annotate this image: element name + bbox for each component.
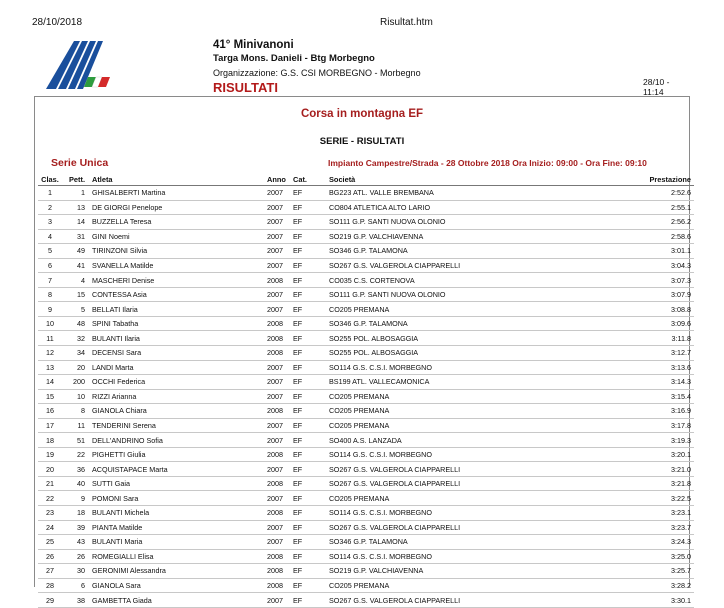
atleta-cell: GHISALBERTI Martina: [89, 186, 267, 201]
anno-cell: 2007: [267, 535, 293, 550]
atleta-cell: GIANOLA Sara: [89, 578, 267, 593]
atleta-cell: DE GIORGI Penelope: [89, 200, 267, 215]
table-row: [38, 564, 694, 579]
anno-cell: 2007: [267, 433, 293, 448]
atleta-cell: BUZZELLA Teresa: [89, 215, 267, 230]
clas-cell: 20: [38, 462, 62, 477]
clas-cell: 9: [38, 302, 62, 317]
atleta-cell: SVANELLA Matilde: [89, 258, 267, 273]
table-row: [38, 491, 694, 506]
clas-cell: 15: [38, 389, 62, 404]
societa-cell: SO114 G.S. C.S.I. MORBEGNO: [329, 549, 554, 564]
pett-cell: 43: [62, 535, 89, 550]
anno-cell: 2007: [267, 287, 293, 302]
event-header: [213, 39, 421, 78]
anno-cell: 2007: [267, 258, 293, 273]
prestazione-cell: 3:14.3: [554, 375, 694, 390]
pett-cell: 8: [62, 404, 89, 419]
cat-cell: EF: [293, 287, 329, 302]
table-row: [38, 186, 694, 201]
societa-cell: SO346 G.P. TALAMONA: [329, 316, 554, 331]
pett-cell: 34: [62, 346, 89, 361]
atleta-cell: LANDI Marta: [89, 360, 267, 375]
clas-cell: 14: [38, 375, 62, 390]
print-header: [0, 17, 724, 31]
atleta-cell: BULANTI Ilaria: [89, 331, 267, 346]
prestazione-cell: 3:25.7: [554, 564, 694, 579]
societa-cell: SO267 G.S. VALGEROLA CIAPPARELLI: [329, 462, 554, 477]
atleta-cell: PIANTA Matilde: [89, 520, 267, 535]
pett-cell: 1: [62, 186, 89, 201]
societa-cell: SO114 G.S. C.S.I. MORBEGNO: [329, 447, 554, 462]
societa-cell: CO205 PREMANA: [329, 302, 554, 317]
table-row: [38, 535, 694, 550]
pett-cell: 20: [62, 360, 89, 375]
atleta-cell: OCCHI Federica: [89, 375, 267, 390]
results-body: [38, 186, 694, 608]
pett-cell: 15: [62, 287, 89, 302]
table-row: [38, 215, 694, 230]
table-row: [38, 200, 694, 215]
header-prestazione: Prestazione: [554, 173, 694, 186]
pett-cell: 22: [62, 447, 89, 462]
table-row: [38, 360, 694, 375]
anno-cell: 2007: [267, 375, 293, 390]
print-time-short: 11:14: [643, 87, 664, 97]
cat-cell: EF: [293, 476, 329, 491]
anno-cell: 2008: [267, 549, 293, 564]
atleta-cell: GAMBETTA Giada: [89, 593, 267, 608]
atleta-cell: GIANOLA Chiara: [89, 404, 267, 419]
table-row: [38, 447, 694, 462]
societa-cell: SO114 G.S. C.S.I. MORBEGNO: [329, 506, 554, 521]
anno-cell: 2008: [267, 273, 293, 288]
anno-cell: 2008: [267, 506, 293, 521]
prestazione-cell: 3:07.3: [554, 273, 694, 288]
header-anno: Anno: [267, 173, 293, 186]
cat-cell: EF: [293, 316, 329, 331]
clas-cell: 12: [38, 346, 62, 361]
prestazione-cell: 3:12.7: [554, 346, 694, 361]
prestazione-cell: 3:22.5: [554, 491, 694, 506]
cat-cell: EF: [293, 302, 329, 317]
pett-cell: 32: [62, 331, 89, 346]
header-clas: Clas.: [38, 173, 62, 186]
pett-cell: 13: [62, 200, 89, 215]
cat-cell: EF: [293, 578, 329, 593]
prestazione-cell: 2:52.6: [554, 186, 694, 201]
clas-cell: 11: [38, 331, 62, 346]
pett-cell: 10: [62, 389, 89, 404]
pett-cell: 6: [62, 578, 89, 593]
pett-cell: 48: [62, 316, 89, 331]
societa-cell: SO267 G.S. VALGEROLA CIAPPARELLI: [329, 476, 554, 491]
table-row: [38, 520, 694, 535]
cat-cell: EF: [293, 491, 329, 506]
atleta-cell: BULANTI Maria: [89, 535, 267, 550]
prestazione-cell: 3:17.8: [554, 418, 694, 433]
cat-cell: EF: [293, 593, 329, 608]
anno-cell: 2008: [267, 564, 293, 579]
atleta-cell: MASCHERI Denise: [89, 273, 267, 288]
atleta-cell: SPINI Tabatha: [89, 316, 267, 331]
table-row: [38, 316, 694, 331]
societa-cell: BS199 ATL. VALLECAMONICA: [329, 375, 554, 390]
societa-cell: CO205 PREMANA: [329, 389, 554, 404]
clas-cell: 29: [38, 593, 62, 608]
pett-cell: 51: [62, 433, 89, 448]
prestazione-cell: 3:08.8: [554, 302, 694, 317]
atleta-cell: ACQUISTAPACE Marta: [89, 462, 267, 477]
anno-cell: 2007: [267, 186, 293, 201]
anno-cell: 2008: [267, 316, 293, 331]
atleta-cell: TIRINZONI Silvia: [89, 244, 267, 259]
clas-cell: 2: [38, 200, 62, 215]
table-row: [38, 273, 694, 288]
prestazione-cell: 3:30.1: [554, 593, 694, 608]
impianto-info: Impianto Campestre/Strada - 28 Ottobre 2018 Ora Inizio: 09:00 - Ora Fine: 09:10: [328, 158, 647, 168]
prestazione-cell: 3:11.8: [554, 331, 694, 346]
table-row: [38, 462, 694, 477]
prestazione-cell: 3:04.3: [554, 258, 694, 273]
societa-cell: CO205 PREMANA: [329, 404, 554, 419]
clas-cell: 10: [38, 316, 62, 331]
anno-cell: 2007: [267, 520, 293, 535]
table-row: [38, 389, 694, 404]
societa-cell: SO111 G.P. SANTI NUOVA OLONIO: [329, 287, 554, 302]
fidal-logo-icon: [46, 37, 116, 91]
atleta-cell: BULANTI Michela: [89, 506, 267, 521]
atleta-cell: DELL'ANDRINO Sofia: [89, 433, 267, 448]
atleta-cell: BELLATI Ilaria: [89, 302, 267, 317]
societa-cell: SO114 G.S. C.S.I. MORBEGNO: [329, 360, 554, 375]
print-datetime: [643, 77, 683, 97]
societa-cell: CO205 PREMANA: [329, 578, 554, 593]
cat-cell: EF: [293, 389, 329, 404]
societa-cell: SO267 G.S. VALGEROLA CIAPPARELLI: [329, 258, 554, 273]
societa-cell: CO035 C.S. CORTENOVA: [329, 273, 554, 288]
societa-cell: SO111 G.P. SANTI NUOVA OLONIO: [329, 215, 554, 230]
clas-cell: 17: [38, 418, 62, 433]
societa-cell: SO219 G.P. VALCHIAVENNA: [329, 229, 554, 244]
clas-cell: 7: [38, 273, 62, 288]
societa-cell: SO267 G.S. VALGEROLA CIAPPARELLI: [329, 593, 554, 608]
societa-cell: CO205 PREMANA: [329, 418, 554, 433]
atleta-cell: DECENSI Sara: [89, 346, 267, 361]
print-date: 28/10/2018: [32, 17, 83, 28]
clas-cell: 21: [38, 476, 62, 491]
prestazione-cell: 3:16.9: [554, 404, 694, 419]
clas-cell: 13: [38, 360, 62, 375]
header-societa: Società: [329, 173, 554, 186]
cat-cell: EF: [293, 433, 329, 448]
table-row: [38, 302, 694, 317]
atleta-cell: ROMEGIALLI Elisa: [89, 549, 267, 564]
pett-cell: 38: [62, 593, 89, 608]
atleta-cell: RIZZI Arianna: [89, 389, 267, 404]
atleta-cell: PIGHETTI Giulia: [89, 447, 267, 462]
atleta-cell: GERONIMI Alessandra: [89, 564, 267, 579]
clas-cell: 25: [38, 535, 62, 550]
table-row: [38, 244, 694, 259]
cat-cell: EF: [293, 506, 329, 521]
prestazione-cell: 3:15.4: [554, 389, 694, 404]
race-name: Corsa in montagna EF: [300, 108, 424, 120]
prestazione-cell: 3:24.3: [554, 535, 694, 550]
event-title: 41° Minivanoni: [213, 39, 294, 51]
table-row: [38, 404, 694, 419]
pett-cell: 49: [62, 244, 89, 259]
event-organization: Organizzazione: G.S. CSI MORBEGNO - Morbegno: [213, 68, 421, 78]
cat-cell: EF: [293, 360, 329, 375]
anno-cell: 2007: [267, 360, 293, 375]
cat-cell: EF: [293, 244, 329, 259]
event-subtitle: Targa Mons. Danieli - Btg Morbegno: [213, 53, 375, 64]
header-atleta: Atleta: [89, 173, 267, 186]
pett-cell: 39: [62, 520, 89, 535]
societa-cell: SO255 POL. ALBOSAGGIA: [329, 331, 554, 346]
societa-cell: BG223 ATL. VALLE BREMBANA: [329, 186, 554, 201]
header-cat: Cat.: [293, 173, 329, 186]
prestazione-cell: 3:07.9: [554, 287, 694, 302]
atleta-cell: CONTESSA Asia: [89, 287, 267, 302]
pett-cell: 36: [62, 462, 89, 477]
clas-cell: 4: [38, 229, 62, 244]
clas-cell: 23: [38, 506, 62, 521]
prestazione-cell: 3:09.6: [554, 316, 694, 331]
pett-cell: 11: [62, 418, 89, 433]
clas-cell: 8: [38, 287, 62, 302]
anno-cell: 2008: [267, 578, 293, 593]
pett-cell: 18: [62, 506, 89, 521]
clas-cell: 26: [38, 549, 62, 564]
anno-cell: 2007: [267, 593, 293, 608]
prestazione-cell: 3:21.0: [554, 462, 694, 477]
clas-cell: 5: [38, 244, 62, 259]
societa-cell: SO346 G.P. TALAMONA: [329, 535, 554, 550]
table-row: [38, 593, 694, 608]
cat-cell: EF: [293, 186, 329, 201]
anno-cell: 2007: [267, 389, 293, 404]
clas-cell: 28: [38, 578, 62, 593]
cat-cell: EF: [293, 520, 329, 535]
cat-cell: EF: [293, 229, 329, 244]
cat-cell: EF: [293, 549, 329, 564]
table-row: [38, 346, 694, 361]
atleta-cell: TENDERINI Serena: [89, 418, 267, 433]
societa-cell: SO267 G.S. VALGEROLA CIAPPARELLI: [329, 520, 554, 535]
pett-cell: 200: [62, 375, 89, 390]
anno-cell: 2007: [267, 200, 293, 215]
cat-cell: EF: [293, 564, 329, 579]
anno-cell: 2007: [267, 462, 293, 477]
prestazione-cell: 3:20.1: [554, 447, 694, 462]
prestazione-cell: 2:56.2: [554, 215, 694, 230]
anno-cell: 2007: [267, 491, 293, 506]
anno-cell: 2008: [267, 447, 293, 462]
societa-cell: SO400 A.S. LANZADA: [329, 433, 554, 448]
table-row: [38, 433, 694, 448]
clas-cell: 1: [38, 186, 62, 201]
clas-cell: 27: [38, 564, 62, 579]
table-row: [38, 549, 694, 564]
societa-cell: SO255 POL. ALBOSAGGIA: [329, 346, 554, 361]
cat-cell: EF: [293, 346, 329, 361]
print-date-short: 28/10 -: [643, 77, 670, 87]
pett-cell: 31: [62, 229, 89, 244]
prestazione-cell: 2:58.6: [554, 229, 694, 244]
societa-cell: CO804 ATLETICA ALTO LARIO: [329, 200, 554, 215]
results-heading: RISULTATI: [213, 80, 278, 95]
clas-cell: 24: [38, 520, 62, 535]
societa-cell: SO219 G.P. VALCHIAVENNA: [329, 564, 554, 579]
clas-cell: 6: [38, 258, 62, 273]
table-header-row: [38, 173, 694, 186]
table-row: [38, 331, 694, 346]
cat-cell: EF: [293, 404, 329, 419]
pett-cell: 26: [62, 549, 89, 564]
prestazione-cell: 3:23.1: [554, 506, 694, 521]
clas-cell: 18: [38, 433, 62, 448]
atleta-cell: GINI Noemi: [89, 229, 267, 244]
serie-name: Serie Unica: [51, 157, 109, 169]
clas-cell: 3: [38, 215, 62, 230]
anno-cell: 2008: [267, 476, 293, 491]
results-table: [38, 173, 694, 608]
cat-cell: EF: [293, 462, 329, 477]
anno-cell: 2007: [267, 229, 293, 244]
table-row: [38, 375, 694, 390]
prestazione-cell: 3:13.6: [554, 360, 694, 375]
prestazione-cell: 2:55.1: [554, 200, 694, 215]
societa-cell: CO205 PREMANA: [329, 491, 554, 506]
cat-cell: EF: [293, 215, 329, 230]
table-row: [38, 578, 694, 593]
prestazione-cell: 3:01.1: [554, 244, 694, 259]
cat-cell: EF: [293, 331, 329, 346]
anno-cell: 2007: [267, 215, 293, 230]
serie-title: SERIE - RISULTATI: [319, 136, 405, 147]
prestazione-cell: 3:23.7: [554, 520, 694, 535]
anno-cell: 2007: [267, 302, 293, 317]
pett-cell: 4: [62, 273, 89, 288]
table-row: [38, 418, 694, 433]
clas-cell: 16: [38, 404, 62, 419]
cat-cell: EF: [293, 273, 329, 288]
table-row: [38, 258, 694, 273]
cat-cell: EF: [293, 447, 329, 462]
clas-cell: 22: [38, 491, 62, 506]
clas-cell: 19: [38, 447, 62, 462]
pett-cell: 40: [62, 476, 89, 491]
anno-cell: 2008: [267, 331, 293, 346]
cat-cell: EF: [293, 535, 329, 550]
header-pett: Pett.: [62, 173, 89, 186]
pett-cell: 30: [62, 564, 89, 579]
anno-cell: 2007: [267, 418, 293, 433]
prestazione-cell: 3:28.2: [554, 578, 694, 593]
anno-cell: 2008: [267, 404, 293, 419]
anno-cell: 2008: [267, 346, 293, 361]
pett-cell: 5: [62, 302, 89, 317]
table-row: [38, 287, 694, 302]
cat-cell: EF: [293, 200, 329, 215]
pett-cell: 41: [62, 258, 89, 273]
pett-cell: 14: [62, 215, 89, 230]
pett-cell: 9: [62, 491, 89, 506]
cat-cell: EF: [293, 375, 329, 390]
anno-cell: 2007: [267, 244, 293, 259]
print-title: Risultat.htm: [380, 17, 433, 28]
cat-cell: EF: [293, 418, 329, 433]
cat-cell: EF: [293, 258, 329, 273]
table-row: [38, 476, 694, 491]
table-row: [38, 229, 694, 244]
prestazione-cell: 3:21.8: [554, 476, 694, 491]
prestazione-cell: 3:19.3: [554, 433, 694, 448]
atleta-cell: SUTTI Gaia: [89, 476, 267, 491]
table-row: [38, 506, 694, 521]
prestazione-cell: 3:25.0: [554, 549, 694, 564]
atleta-cell: POMONI Sara: [89, 491, 267, 506]
societa-cell: SO346 G.P. TALAMONA: [329, 244, 554, 259]
